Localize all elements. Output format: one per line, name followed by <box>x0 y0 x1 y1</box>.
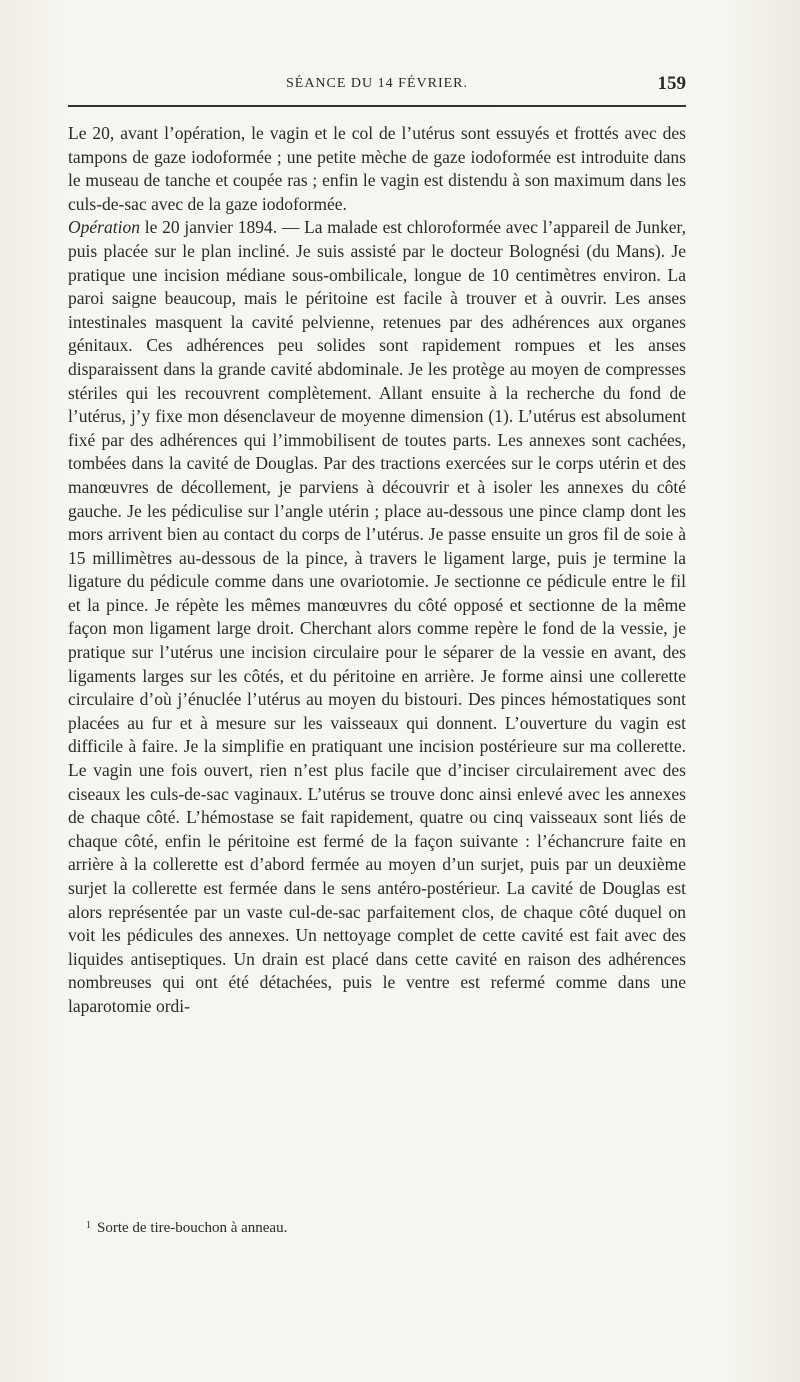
header-rule <box>68 105 686 107</box>
body-text <box>68 122 686 1019</box>
footnote-mark: 1 <box>86 1220 91 1231</box>
footnote-text: Sorte de tire-bouchon à anneau. <box>97 1220 288 1236</box>
paragraph-2 <box>68 216 686 1018</box>
paragraph-2-text: le 20 janvier 1894. — La malade est chloroformée avec l’appareil de Junker, puis placée sur le plan incliné. Je suis assisté par le docteur Bolognési (du Mans). Je pratique une incision médiane sous-ombilicale, longue de 10 centimètres environ. La paroi saigne beaucoup, mais le péritoine est facile à trouver et à ouvrir. Les anses intestinales masquent la cavité pelvienne, retenues par des adhérences aux organes génitaux. Ces adhérences peu solides sont rapidement rompues et les anses disparaissent dans la grande cavité abdominale. Je les protège au moyen de compresses stériles qui les recouvrent complètement. Allant ensuite à la recherche du fond de l’utérus, j’y fixe mon désenclaveur de moyenne dimension (1). L’utérus est absolument fixé par des adhérences qui l’immobilisent de toutes parts. Les annexes sont cachées, tombées dans la cavité de Douglas. Par des tractions exercées sur le corps utérin et des manœuvres de décollement, je parviens à découvrir et à isoler les annexes du côté gauche. Je les pédiculise sur l’angle utérin ; place au-dessous une pince clamp dont les mors arrivent bien au contact du corps de l’utérus. Je passe ensuite un gros fil de soie à 15 millimètres au-dessous de la pince, à travers le ligament large, puis je termine la ligature du pédicule comme dans une ovariotomie. Je sectionne ce pédicule entre le fil et la pince. Je répète les mêmes manœuvres du côté opposé et sectionne de la même façon mon ligament large droit. Cherchant alors comme repère le fond de la vessie, je pratique sur l’utérus une incision circulaire pour le séparer de la vessie en avant, des ligaments larges sur les côtés, et du péritoine en arrière. Je forme ainsi une collerette circulaire d’où j’énuclée l’utérus au moyen du bistouri. Des pinces hémostatiques sont placées au fur et à mesure sur les vaisseaux qui donnent. L’ouverture du vagin est difficile à faire. Je la simplifie en pratiquant une incision postérieure sur ma collerette. Le vagin une fois ouvert, rien n’est plus facile que d’inciser circulairement avec des ciseaux les culs-de-sac vaginaux. L’utérus se trouve donc ainsi enlevé avec les annexes de chaque côté. L’hémostase se fait rapidement, quatre ou cinq vaisseaux sont liés de chaque côté, enfin le péritoine est fermé de la façon suivante : l’échancrure faite en arrière à la collerette est d’abord fermée au moyen d’un surjet, puis par un deuxième surjet la collerette est fermée dans le sens antéro-postérieur. La cavité de Douglas est alors représentée par un vaste cul-de-sac parfaitement clos, de chaque côté duquel on voit les pédicules des annexes. Un nettoyage complet de cette cavité est fait avec des liquides antiseptiques. Un drain est placé dans cette cavité en raison des adhérences nombreuses qui ont été détachées, puis le ventre est refermé comme dans une laparotomie ordi- <box>68 217 686 1016</box>
running-head <box>68 70 686 100</box>
operation-label: Opération <box>68 217 140 238</box>
paragraph-1: Le 20, avant l’opération, le vagin et le col de l’utérus sont essuyés et frottés avec des tampons de gaze iodoformée ; une petite mèche de gaze iodoformée est introduite dans le museau de tanche et coupée ras ; enfin le vagin est distendu à son maximum dans les culs-de-sac avec de la gaze iodoformée. <box>68 123 686 214</box>
running-head-title: SÉANCE DU 14 FÉVRIER. <box>285 76 468 91</box>
page-number: 159 <box>657 73 686 94</box>
footnote <box>86 1216 686 1238</box>
